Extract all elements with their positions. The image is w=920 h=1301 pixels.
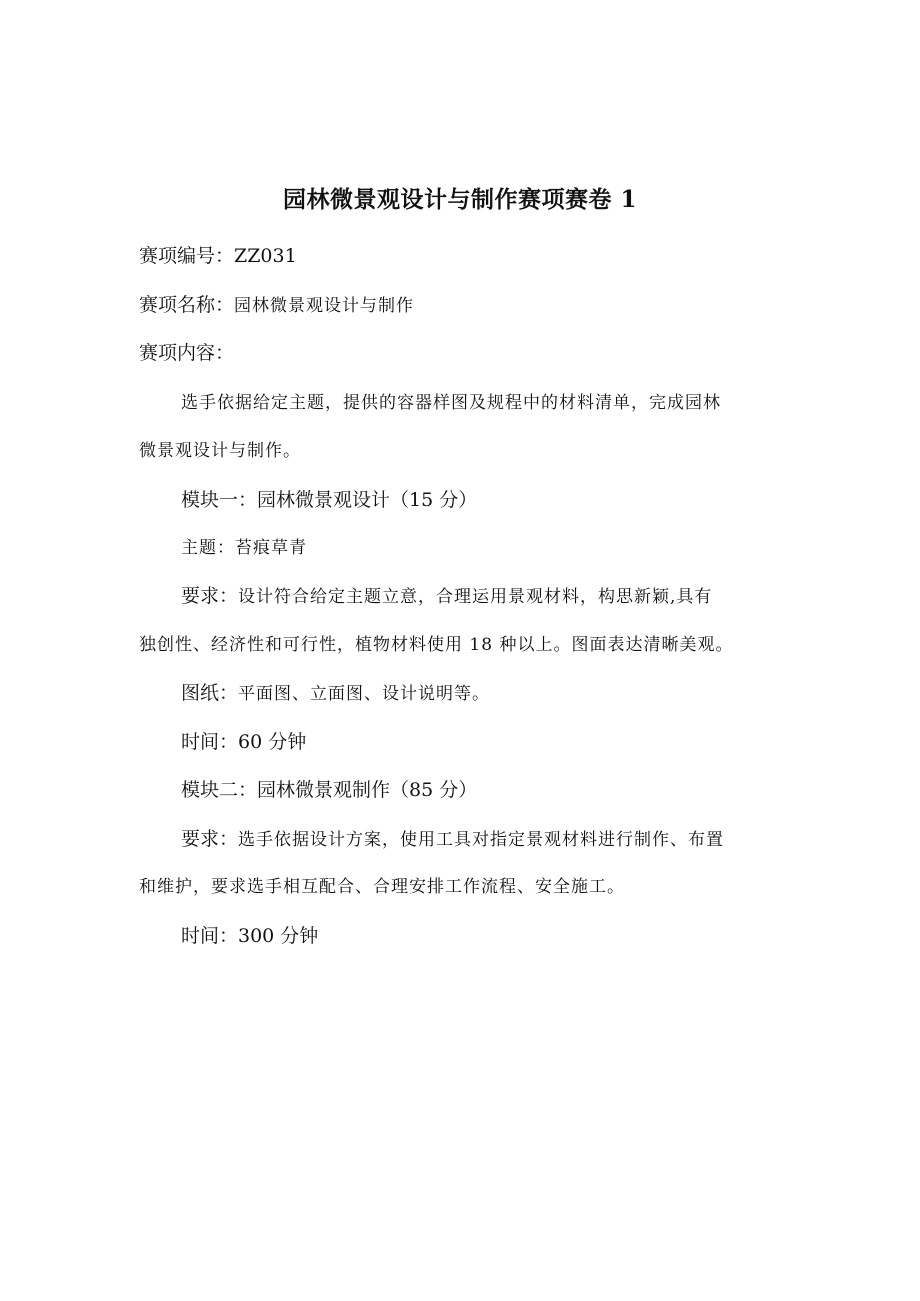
content-paragraph-line-2: 微景观设计与制作。 bbox=[139, 441, 301, 461]
module1-requirements-line-1 bbox=[181, 581, 712, 612]
event-name-line bbox=[139, 290, 414, 321]
event-name-value: 园林微景观设计与制作 bbox=[234, 296, 415, 316]
module1-time: 时间：60 分钟 bbox=[181, 731, 307, 753]
module1-drawings-line bbox=[181, 678, 490, 709]
module1-requirements-label: 要求： bbox=[181, 585, 239, 607]
module1-theme: 主题：苔痕草青 bbox=[181, 538, 307, 558]
content-paragraph-line-1: 选手依据给定主题，提供的容器样图及规程中的材料清单，完成园林 bbox=[181, 393, 721, 413]
module1-heading: 模块一：园林微景观设计（15 分） bbox=[181, 489, 478, 511]
event-code-line: 赛项编号：ZZ031 bbox=[139, 245, 297, 267]
module1-drawings-label: 图纸： bbox=[181, 682, 239, 704]
module2-requirements-line-2: 和维护，要求选手相互配合、合理安排工作流程、安全施工。 bbox=[139, 877, 625, 897]
module2-time: 时间：300 分钟 bbox=[181, 925, 319, 947]
module1-drawings-value: 平面图、立面图、设计说明等。 bbox=[238, 684, 491, 704]
event-name-label: 赛项名称： bbox=[139, 294, 235, 316]
document-title: 园林微景观设计与制作赛项赛卷 1 bbox=[282, 186, 637, 213]
module2-requirements-text-1: 选手依据设计方案，使用工具对指定景观材料进行制作、布置 bbox=[238, 830, 725, 850]
module1-requirements-line-2: 独创性、经济性和可行性，植物材料使用 18 种以上。图面表达清晰美观。 bbox=[139, 635, 734, 655]
module2-requirements-line-1 bbox=[181, 824, 724, 855]
module2-requirements-label: 要求： bbox=[181, 828, 239, 850]
module2-heading: 模块二：园林微景观制作（85 分） bbox=[181, 779, 478, 801]
module1-requirements-text-1: 设计符合给定主题立意，合理运用景观材料，构思新颖,具有 bbox=[238, 587, 713, 607]
event-content-label: 赛项内容： bbox=[139, 342, 235, 364]
